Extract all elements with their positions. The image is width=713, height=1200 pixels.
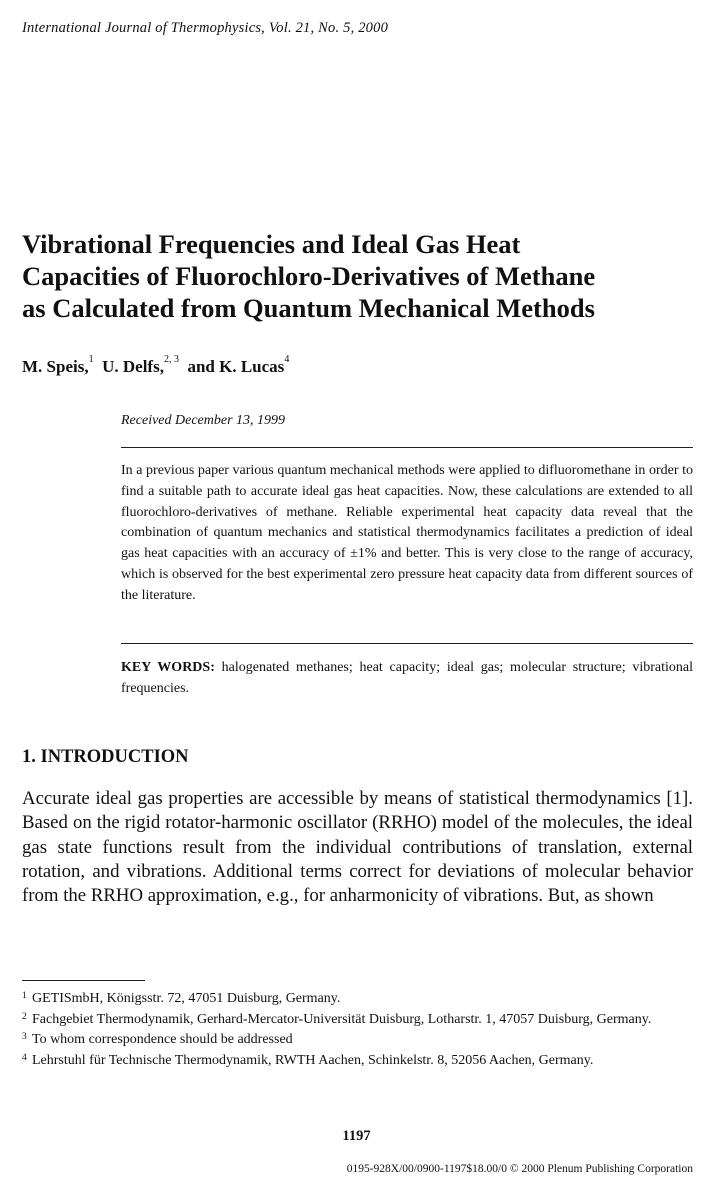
author-name: U. Delfs, [102, 357, 164, 376]
author-name: K. Lucas [219, 357, 285, 376]
received-date: Received December 13, 1999 [121, 413, 286, 428]
footnote [22, 1010, 693, 1031]
title-line: Vibrational Frequencies and Ideal Gas Heat [22, 229, 521, 259]
author-list [22, 354, 290, 377]
intro-paragraph: Accurate ideal gas properties are accessible by means of statistical thermodynamics [1]. Based on the rigid rotator-harmonic oscillator (RRHO) model of the molecules, the ideal gas state functions result from the individual contributions of translation, external rotation, and vibrations. Additional terms correct for deviations of molecular behavior from the RRHO approximation, e.g., for anharmonicity of vibrations. But, as shown [22, 788, 693, 907]
affiliation-mark: 1 [88, 354, 94, 365]
footnote-text: Lehrstuhl für Technische Thermodynamik, RWTH Aachen, Schinkelstr. 8, 52056 Aachen, Germany. [32, 1053, 594, 1069]
section-heading: 1. INTRODUCTION [22, 747, 189, 767]
keywords-text: halogenated methanes; heat capacity; ideal gas; molecular structure; vibrational frequencies. [121, 660, 694, 696]
page-number: 1197 [342, 1128, 371, 1144]
abstract-top-rule [121, 447, 693, 448]
paper-title [22, 228, 702, 324]
footnote-mark: 2 [22, 1011, 27, 1022]
abstract: In a previous paper various quantum mechanical methods were applied to difluoromethane in order to find a suitable path to accurate ideal gas heat capacities. Now, these calculations are extended to all fluorochloro-derivatives of methane. Reliable experimental heat capacity data reveal that the combination of quantum mechanics and statistical thermodynamics facilitates a prediction of ideal gas heat capacities with an accuracy of ±1% and better. This is very close to the range of accuracy, which is observed for the best experimental zero pressure heat capacity data from different sources of the literature. [121, 463, 693, 603]
affiliation-mark: 4 [284, 354, 290, 365]
footnote-text: Fachgebiet Thermodynamik, Gerhard-Mercator-Universität Duisburg, Lotharstr. 1, 47057 Duisburg, Germany. [32, 1011, 652, 1027]
footnote [22, 1030, 693, 1051]
footnote-mark: 3 [22, 1032, 27, 1043]
footnote-text: To whom correspondence should be addressed [32, 1032, 293, 1048]
journal-header: International Journal of Thermophysics, Vol. 21, No. 5, 2000 [22, 20, 389, 36]
copyright-line: 0195-928X/00/0900-1197$18.00/0 © 2000 Plenum Publishing Corporation [346, 1163, 693, 1175]
author-joiner: and [187, 357, 215, 376]
footnote-rule [22, 980, 145, 981]
keywords [121, 657, 693, 699]
footnote-text: GETISmbH, Königsstr. 72, 47051 Duisburg, Germany. [32, 991, 341, 1006]
footnote [22, 1051, 693, 1072]
footnote-mark: 4 [22, 1053, 27, 1064]
abstract-bottom-rule [121, 643, 693, 644]
keywords-label: KEY WORDS: [121, 660, 215, 675]
author-name: M. Speis, [22, 357, 89, 376]
title-line: as Calculated from Quantum Mechanical Methods [22, 293, 595, 323]
footnote [22, 989, 693, 1010]
title-line: Capacities of Fluorochloro-Derivatives of Methane [22, 261, 596, 291]
footnote-mark: 1 [22, 991, 27, 1001]
affiliation-mark: 2, 3 [163, 354, 179, 365]
footnotes [22, 989, 693, 1072]
